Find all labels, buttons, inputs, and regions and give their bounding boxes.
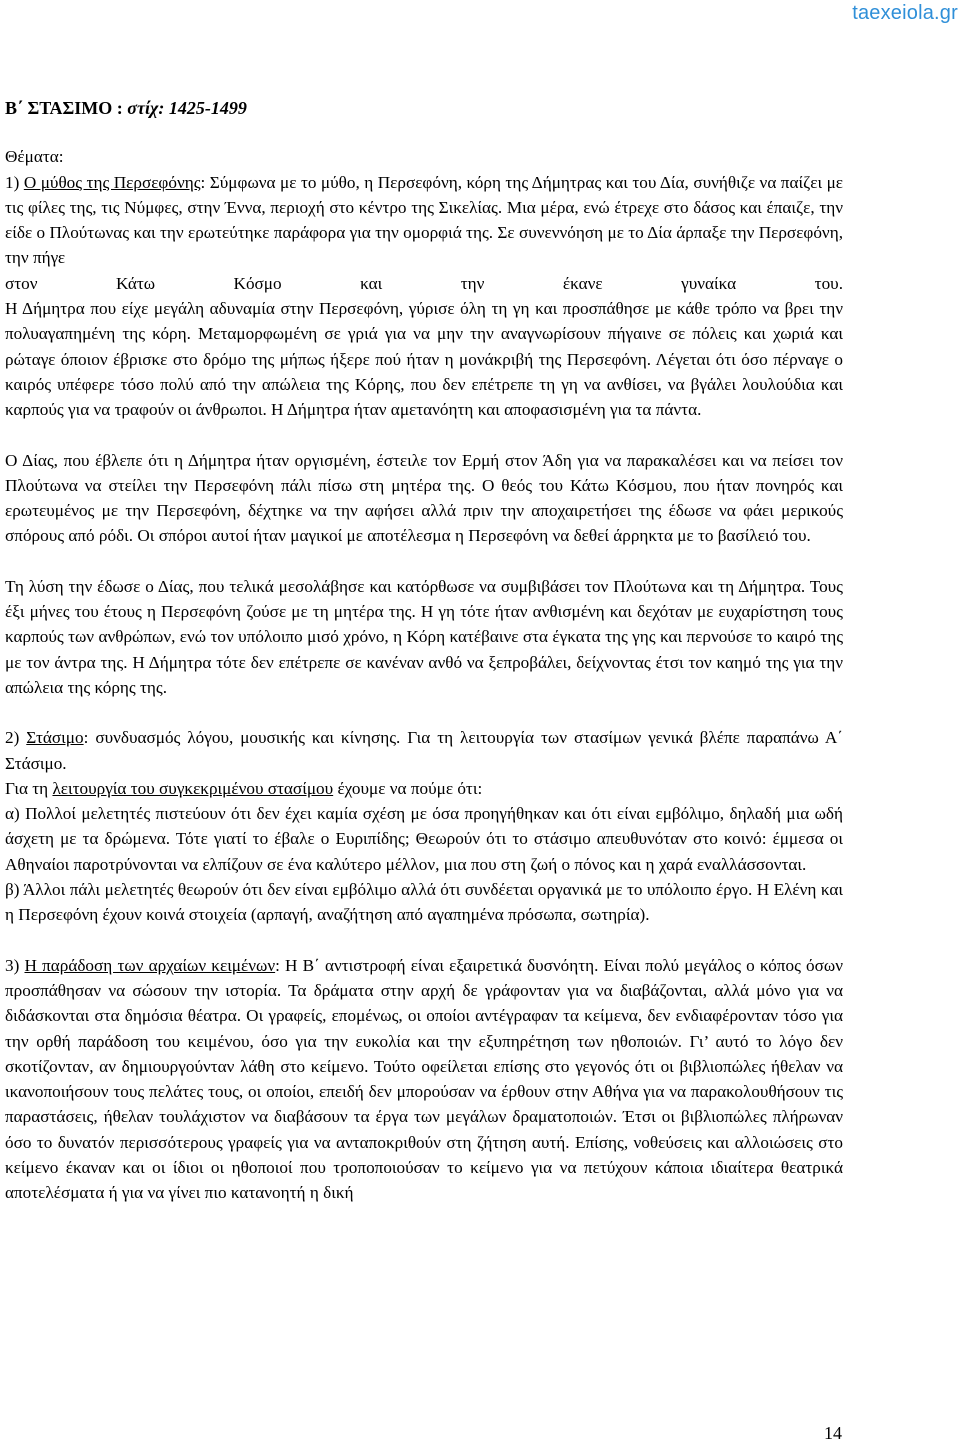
topic2-title: Στάσιμο bbox=[26, 728, 84, 748]
topic2-intro-text: : συνδυασμός λόγου, μουσικής και κίνησης. Για τη λειτουργία των στασίμων γενικά βλέπε παραπάνω Α΄ Στάσιμο. bbox=[5, 728, 843, 773]
topic2-point-a: α) Πολλοί μελετητές πιστεύουν ότι δεν έχει καμία σχέση με όσα προηγήθηκαν και ότι είναι εμβόλιμο, δηλαδή μια ωδή άσχετη με τα δρώμενα. Τότε γιατί το έβαλε ο Ευριπίδης; Θεωρούν ότι το στάσιμο απευθυνόταν στο κοινό: έμμεσα οι Αθηναίοι παροτρύνονται να ελπίζουν σε ένα καλύτερο μέλλον, μια που στη ζωή ο πόνος και η χαρά εναλλάσσονται. bbox=[5, 804, 843, 874]
topic3-title: Η παράδοση των αρχαίων κειμένων bbox=[24, 955, 276, 975]
topic2-number: 2) bbox=[5, 728, 27, 748]
topic2-intro bbox=[5, 725, 843, 776]
document-body bbox=[5, 96, 843, 1206]
topic2-function bbox=[5, 776, 843, 801]
spacer bbox=[5, 928, 843, 953]
topic1-paragraph1 bbox=[5, 170, 843, 271]
topic2-function-pre: Για τη bbox=[5, 778, 53, 798]
topic3-body: : Η Β΄ αντιστροφή είναι εξαιρετικά δυσνόητη. Είναι πολύ μεγάλος ο κόπος όσων προσπάθησαν να σώσουν την ιστορία. Τα δράματα στην αρχή δε γράφονταν για να διαβάζονται, αλλά μόνο για να διδάσκονται στα δημόσια θέατρα. Οι γραφείς, επομένως, οι οποίοι αντέγραφαν τα κείμενα, δεν ενδιαφέρονταν τόσο για την ορθή παράδοση του κειμένου, όσο για την ευκολία και την εξυπηρέτηση των ηθοποιών. Γι’ αυτό το λόγο δεν σκοτίζονταν, αν δημιουργούνταν λάθη στο κείμενο. Τούτο οφείλεται επίσης στο γεγονός ότι οι βιβλιοπώλες ήθελαν να ικανοποιήσουν τους πελάτες τους, οι οποίοι, επειδή δεν μπορούσαν να έρθουν στην Αθήνα για να παρακολουθήσουν τις παραστάσεις, ήθελαν τουλάχιστον να διαβάσουν τα έργα των μεγάλων δραματοποιών. Έτσι οι βιβλιοπώλες πλήρωναν όσο το δυνατόν περισσότερους γραφείς για να ανταποκριθούν στη ζήτηση αυτή. Επίσης, νοθεύσεις και αλλοιώσεις στο κείμενο έκαναν και οι ίδιοι οι ηθοποιοί που τροποποιούσαν το κείμενο για να πετύχουν κάποια ιδιαίτερα θεατρικά αποτελέσματα ή για να γίνει πιο κατανοητή η δική bbox=[5, 955, 843, 1203]
topic1-paragraph3: Ο Δίας, που έβλεπε ότι η Δήμητρα ήταν οργισμένη, έστειλε τον Ερμή στον Άδη για να παρακαλέσει και να πείσει τον Πλούτωνα να στείλει την Περσεφόνη πάλι πίσω στη μητέρα της. Ο θεός του Κάτω Κόσμου, που ήταν πονηρός και ερωτευμένος με την Περσεφόνη, δέχτηκε να την αφήσει αλλά πριν την αποχαιρετήσει της έδωσε να φάει μερικούς σπόρους από ρόδι. Οι σπόροι αυτοί ήταν μαγικοί με αποτέλεσμα η Περσεφόνη να δεθεί άρρηκτα με το βασίλειό του. bbox=[5, 450, 843, 546]
topic1-title: Ο μύθος της Περσεφόνης bbox=[23, 172, 201, 192]
topics-label: Θέματα: bbox=[5, 147, 64, 167]
spacer bbox=[5, 700, 843, 725]
topic2-function-title: λειτουργία του συγκεκριμένου στασίμου bbox=[52, 778, 334, 798]
heading-prefix: Β΄ ΣΤΑΣΙΜΟ : bbox=[5, 98, 128, 118]
topic1-paragraph1-lastline: στον Κάτω Κόσμο και την έκανε γυναίκα του. bbox=[5, 273, 843, 293]
spacer bbox=[5, 549, 843, 574]
topic1-paragraph2: Η Δήμητρα που είχε μεγάλη αδυναμία στην Περσεφόνη, γύρισε όλη τη γη και προσπάθησε με κάθε τρόπο να βρει την πολυαγαπημένη της κόρη. Μεταμορφωμένη σε γριά για να μην την αναγνωρίσουν πήγαινε σε πόλεις και χωριά και ρώταγε όποιον έβρισκε στο δρόμο της μήπως ήξερε πού ήταν η μονάκριβή της Περσεφόνη. Λέγεται ότι όσο πέρναγε ο καιρός υπέφερε τόσο πολύ από την απώλεια της Κόρης, που δεν επέτρεπε τη γη να ανθίσει, να βγάλει λουλούδια και καρπούς για να τραφούν οι άνθρωποι. Η Δήμητρα ήταν αμετανόητη και αποφασισμένη για τα πάντα. bbox=[5, 299, 843, 420]
topic3-paragraph bbox=[5, 953, 843, 1206]
site-watermark: taexeiola.gr bbox=[852, 2, 958, 24]
topic1-paragraph4: Τη λύση την έδωσε ο Δίας, που τελικά μεσολάβησε και κατόρθωσε να συμβιβάσει τον Πλούτωνα και τη Δήμητρα. Τους έξι μήνες του έτους η Περσεφόνη ζούσε με τη μητέρα της. Η γη τότε ήταν ανθισμένη και δεχόταν με ευχαρίστηση τους καρπούς των ανθρώπων, ενώ τον υπόλοιπο μισό χρόνο, η Κόρη κατέβαινε στα έγκατα της γης και περνούσε το καιρό της με τον άντρα της. Η Δήμητρα τότε δεν επέτρεπε σε κανέναν ανθό να ξεπροβάλει, δείχνοντας έτσι τον καημό της για την απώλεια της κόρης της. bbox=[5, 576, 843, 697]
topic1-intro: : Σύμφωνα με το μύθο, η Περσεφόνη, κόρη της Δήμητρας και του Δία, συνήθιζε να παίζει με τις φίλες της, τις Νύμφες, στην Έννα, περιοχή στο κέντρο της Σικελίας. Μια μέρα, ενώ έτρεχε στο δάσος και έπαιζε, την είδε ο Πλούτωνας και την ερωτεύτηκε παράφορα για την ομορφιά της. Σε συνεννόηση με το Δία άρπαξε την Περσεφόνη, την πήγε bbox=[5, 172, 843, 268]
topic2-function-post: έχουμε να πούμε ότι: bbox=[333, 778, 483, 798]
topic1-number: 1) bbox=[5, 172, 24, 192]
section-heading bbox=[5, 96, 843, 121]
heading-verse-range: στίχ: 1425-1499 bbox=[127, 98, 247, 118]
spacer bbox=[5, 423, 843, 448]
page-number: 14 bbox=[824, 1423, 842, 1443]
topic3-number: 3) bbox=[5, 955, 25, 975]
topic2-point-b: β) Άλλοι πάλι μελετητές θεωρούν ότι δεν είναι εμβόλιμο αλλά ότι συνδέεται οργανικά με το υπόλοιπο έργο. Η Ελένη και η Περσεφόνη έχουν κοινά στοιχεία (αρπαγή, αναζήτηση από αγαπημένα πρόσωπα, σωτηρία). bbox=[5, 880, 843, 925]
